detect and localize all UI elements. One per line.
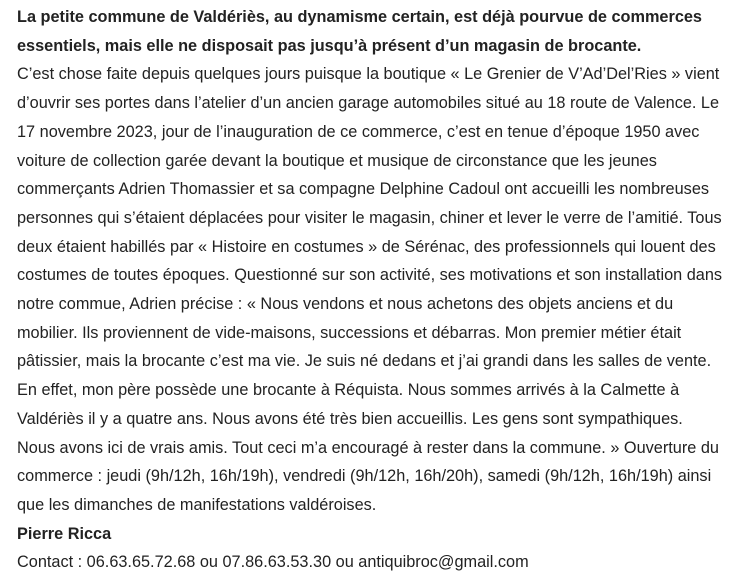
article-body: C’est chose faite depuis quelques jours puisque la boutique « Le Grenier de V’Ad’Del’Ries » vient d’ouvrir ses portes dans l’atelier d’un ancien garage automobiles situé au 18 route de Valence. Le 17 novembre 2023, jour de l’inauguration de ce commerce, c’est en tenue d’époque 1950 avec voiture de collection garée devant la boutique et musique de circonstance que les jeunes commerçants Adrien Thomassier et sa compagne Delphine Cadoul ont accueilli les nombreuses personnes qui s’étaient déplacées pour visiter le magasin, chiner et lever le verre de l’amitié. Tous deux étaient habillés par « Histoire en costumes » de Sérénac, des professionnels qui louent des costumes de toutes époques. Questionné sur son activité, ses motivations et son installation dans notre commue, Adrien précise : « Nous vendons et nous achetons des objets anciens et du mobilier. Ils proviennent de vide-maisons, successions et débarras. Mon premier métier était pâtissier, mais la brocante c’est ma vie. Je suis né dedans et j’ai grandi dans les salles de vente. En effet, mon père possède une brocante à Réquista. Nous sommes arrivés à la Calmette à Valdériès il y a quatre ans. Nous avons été très bien accueillis. Les gens sont sympathiques. Nous avons ici de vrais amis. Tout ceci m’a encouragé à rester dans la commune. » Ouverture du commerce : jeudi (9h/12h, 16h/19h), vendredi (9h/12h, 16h/20h), samedi (9h/12h, 16h/19h) ainsi que les dimanches de manifestations valdéroises.: [17, 65, 723, 514]
article: [17, 3, 723, 577]
article-lead: La petite commune de Valdériès, au dynamisme certain, est déjà pourvue de commerces essentiels, mais elle ne disposait pas jusqu’à présent d’un magasin de brocante.: [17, 8, 702, 55]
article-contact: Contact : 06.63.65.72.68 ou 07.86.63.53.30 ou antiquibroc@gmail.com: [17, 553, 529, 572]
article-author: Pierre Ricca: [17, 524, 112, 543]
